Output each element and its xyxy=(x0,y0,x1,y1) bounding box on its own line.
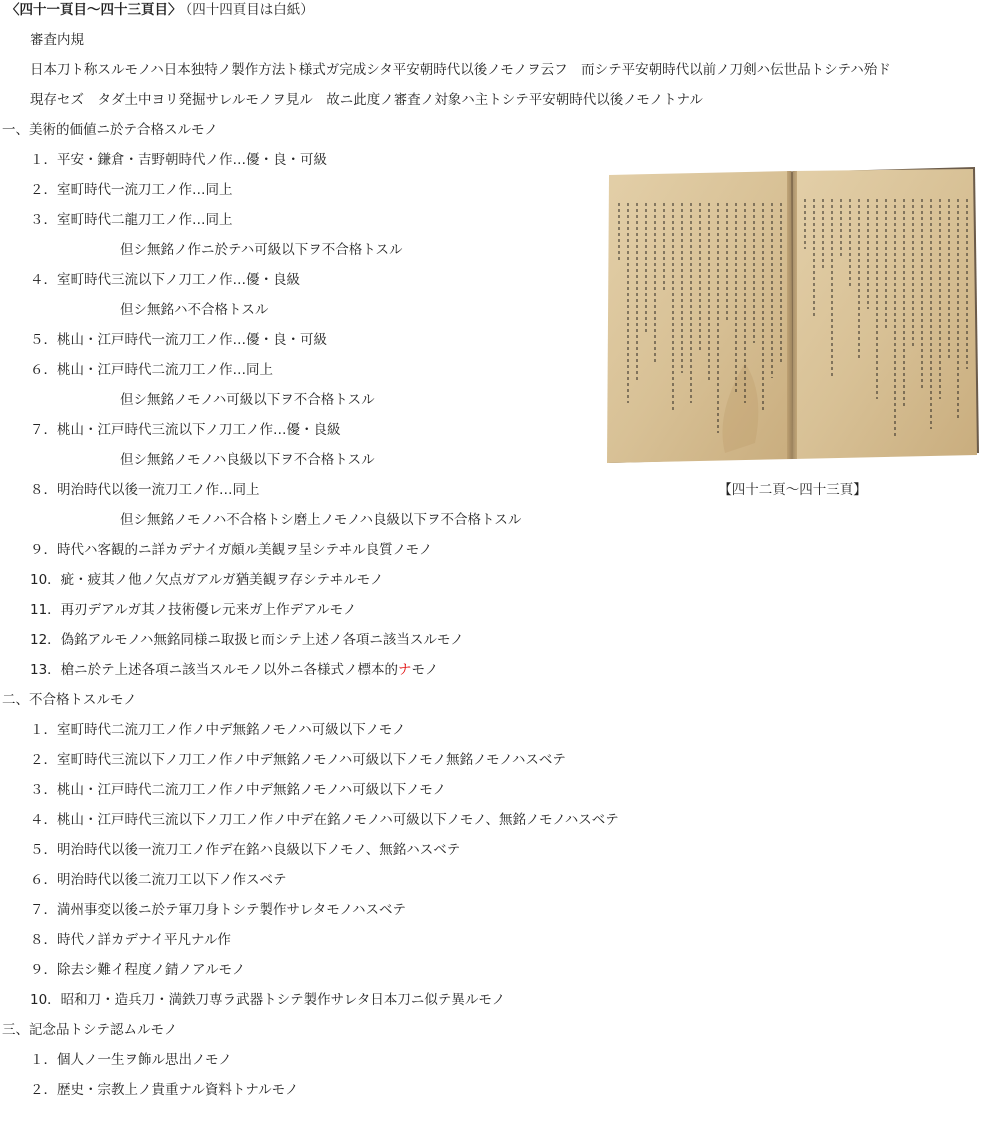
section-2-item: ９．除去シ難イ程度ノ錆ノアルモノ xyxy=(30,962,246,978)
booklet-illustration xyxy=(605,163,980,465)
section-1-proviso: 但シ無銘ノ作ニ於テハ可級以下ヲ不合格トスル xyxy=(120,242,403,258)
section-1-proviso: 但シ無銘ノモノハ可級以下ヲ不合格トスル xyxy=(120,392,375,408)
section-1-item: ２．室町時代一流刀工ノ作…同上 xyxy=(30,182,233,198)
section-1-item: ９．時代ハ客観的ニ詳カデナイガ頗ル美観ヲ呈シテヰル良質ノモノ xyxy=(30,542,433,558)
item-13-text: 13．槍ニ於テ上述各項ニ該当スルモノ以外ニ各様式ノ標本的 xyxy=(30,662,399,678)
item-13-text-end: モノ xyxy=(411,662,439,678)
section-1-item: ８．明治時代以後一流刀工ノ作…同上 xyxy=(30,482,260,498)
booklet-photo xyxy=(605,163,980,465)
section-3-heading: 三、記念品トシテ認ムルモノ xyxy=(2,1022,178,1038)
section-1-heading: 一、美術的価値ニ於テ合格スルモノ xyxy=(2,122,218,138)
section-1-item: ６．桃山・江戸時代二流刀工ノ作…同上 xyxy=(30,362,273,378)
section-2-item: ３．桃山・江戸時代二流刀工ノ作ノ中デ無銘ノモノハ可級以下ノモノ xyxy=(30,782,447,798)
page-header xyxy=(6,1,314,19)
intro-line-1: 日本刀ト称スルモノハ日本独特ノ製作方法ト様式ガ完成シタ平安朝時代以後ノモノヲ云フ 而シテ平安朝時代以前ノ刀剣ハ伝世品トシテハ殆ド xyxy=(30,62,891,78)
section-1-item: ４．室町時代三流以下ノ刀工ノ作…優・良級 xyxy=(30,272,300,288)
intro-line-2: 現存セズ タダ土中ヨリ発掘サレルモノヲ見ル 故ニ此度ノ審査ノ対象ハ主トシテ平安朝時代以後ノモノトナル xyxy=(30,92,703,108)
section-2-item: ７．満州事変以後ニ於テ軍刀身トシテ製作サレタモノハスベテ xyxy=(30,902,406,918)
section-1-item: ３．室町時代二龍刀工ノ作…同上 xyxy=(30,212,233,228)
section-2-item: ８．時代ノ詳カデナイ平凡ナル作 xyxy=(30,932,231,948)
section-1-item: 12．偽銘アルモノハ無銘同様ニ取扱ヒ而シテ上述ノ各項ニ該当スルモノ xyxy=(30,632,464,648)
page-spine xyxy=(787,171,797,459)
section-2-item: ５．明治時代以後一流刀工ノ作デ在銘ハ良級以下ノモノ、無銘ハスベテ xyxy=(30,842,461,858)
photo-caption: 【四十二頁～四十三頁】 xyxy=(718,482,867,498)
section-1-item: ５．桃山・江戸時代一流刀工ノ作…優・良・可級 xyxy=(30,332,327,348)
section-1-item: 10．疵・疲其ノ他ノ欠点ガアルガ猶美観ヲ存シテヰルモノ xyxy=(30,572,384,588)
section-1-proviso: 但シ無銘ノモノハ不合格トシ磨上ノモノハ良級以下ヲ不合格トスル xyxy=(120,512,522,528)
section-1-item-13 xyxy=(30,661,438,679)
section-2-item: ６．明治時代以後二流刀工以下ノ作スベテ xyxy=(30,872,287,888)
section-2-heading: 二、不合格トスルモノ xyxy=(2,692,137,708)
section-1-item: 11．再刃デアルガ其ノ技術優レ元来ガ上作デアルモノ xyxy=(30,602,357,618)
section-3-item: ２．歴史・宗教上ノ貴重ナル資料トナルモノ xyxy=(30,1082,299,1098)
intro-heading: 審査内規 xyxy=(30,32,84,48)
section-1-proviso: 但シ無銘ハ不合格トスル xyxy=(120,302,269,318)
section-3-item: １．個人ノ一生ヲ飾ル思出ノモノ xyxy=(30,1052,232,1068)
section-2-item: １．室町時代二流刀工ノ作ノ中デ無銘ノモノハ可級以下ノモノ xyxy=(30,722,406,738)
header-note: （四十四頁目は白紙） xyxy=(185,2,314,18)
section-2-item: 10．昭和刀・造兵刀・満鉄刀専ラ武器トシテ製作サレタ日本刀ニ似テ異ルモノ xyxy=(30,992,506,1008)
section-1-item: １．平安・鎌倉・吉野朝時代ノ作…優・良・可級 xyxy=(30,152,327,168)
section-2-item: ２．室町時代三流以下ノ刀工ノ作ノ中デ無銘ノモノハ可級以下ノモノ無銘ノモノハスベテ xyxy=(30,752,566,768)
section-2-item: ４．桃山・江戸時代三流以下ノ刀工ノ作ノ中デ在銘ノモノハ可級以下ノモノ、無銘ノモノハスベテ xyxy=(30,812,619,828)
section-1-item: ７．桃山・江戸時代三流以下ノ刀工ノ作…優・良級 xyxy=(30,422,341,438)
item-13-highlight: ナ xyxy=(398,662,412,678)
section-1-proviso: 但シ無銘ノモノハ良級以下ヲ不合格トスル xyxy=(120,452,375,468)
header-title: 〈四十一頁目～四十三頁目〉 xyxy=(6,2,182,18)
